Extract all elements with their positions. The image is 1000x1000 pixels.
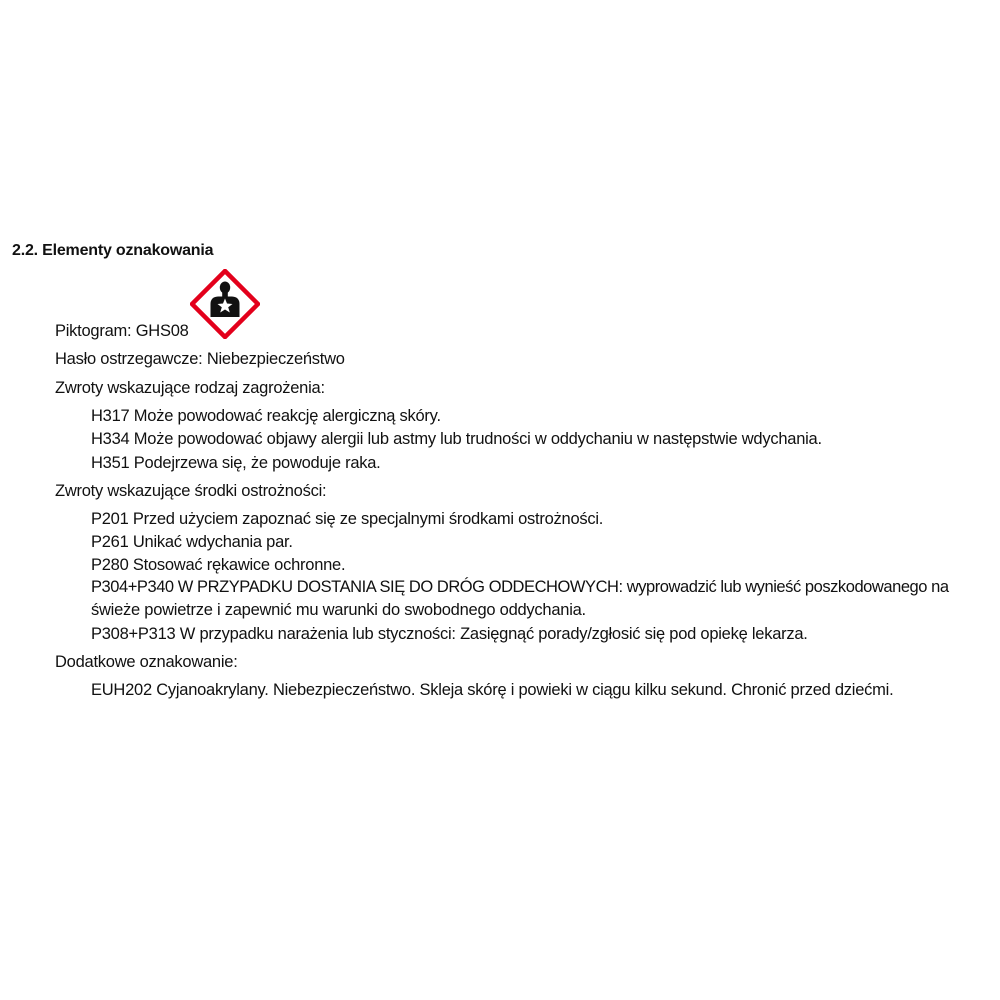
- precaution-statement: P261 Unikać wdychania par.: [91, 533, 293, 551]
- precaution-statement: P280 Stosować rękawice ochronne.: [91, 556, 346, 574]
- precaution-statement-continued: świeże powietrze i zapewnić mu warunki do swobodnego oddychania.: [91, 601, 586, 619]
- additional-statement: EUH202 Cyjanoakrylany. Niebezpieczeństwo. Skleja skórę i powieki w ciągu kilku sekund. Chronić przed dziećmi.: [91, 681, 894, 699]
- precaution-statement: P308+P313 W przypadku narażenia lub styczności: Zasięgnąć porady/zgłosić się pod opiekę lekarza.: [91, 625, 808, 643]
- additional-heading: Dodatkowe oznakowanie:: [55, 653, 238, 671]
- hazard-heading: Zwroty wskazujące rodzaj zagrożenia:: [55, 379, 325, 397]
- hazard-statement: H351 Podejrzewa się, że powoduje raka.: [91, 454, 381, 472]
- precaution-statement: P304+P340 W PRZYPADKU DOSTANIA SIĘ DO DRÓG ODDECHOWYCH: wyprowadzić lub wynieść poszkodowanego na: [91, 578, 949, 596]
- precaution-statement: P201 Przed użyciem zapoznać się ze specjalnymi środkami ostrożności.: [91, 510, 604, 528]
- hazard-statement: H317 Może powodować reakcję alergiczną skóry.: [91, 407, 441, 425]
- signal-word: Hasło ostrzegawcze: Niebezpieczeństwo: [55, 350, 345, 368]
- ghs08-health-hazard-icon: [190, 269, 260, 339]
- pictogram-label: Piktogram: GHS08: [55, 322, 189, 340]
- section-title: 2.2. Elementy oznakowania: [12, 242, 214, 259]
- hazard-statement: H334 Może powodować objawy alergii lub astmy lub trudności w oddychaniu w następstwie wdychania.: [91, 430, 822, 448]
- precaution-heading: Zwroty wskazujące środki ostrożności:: [55, 482, 327, 500]
